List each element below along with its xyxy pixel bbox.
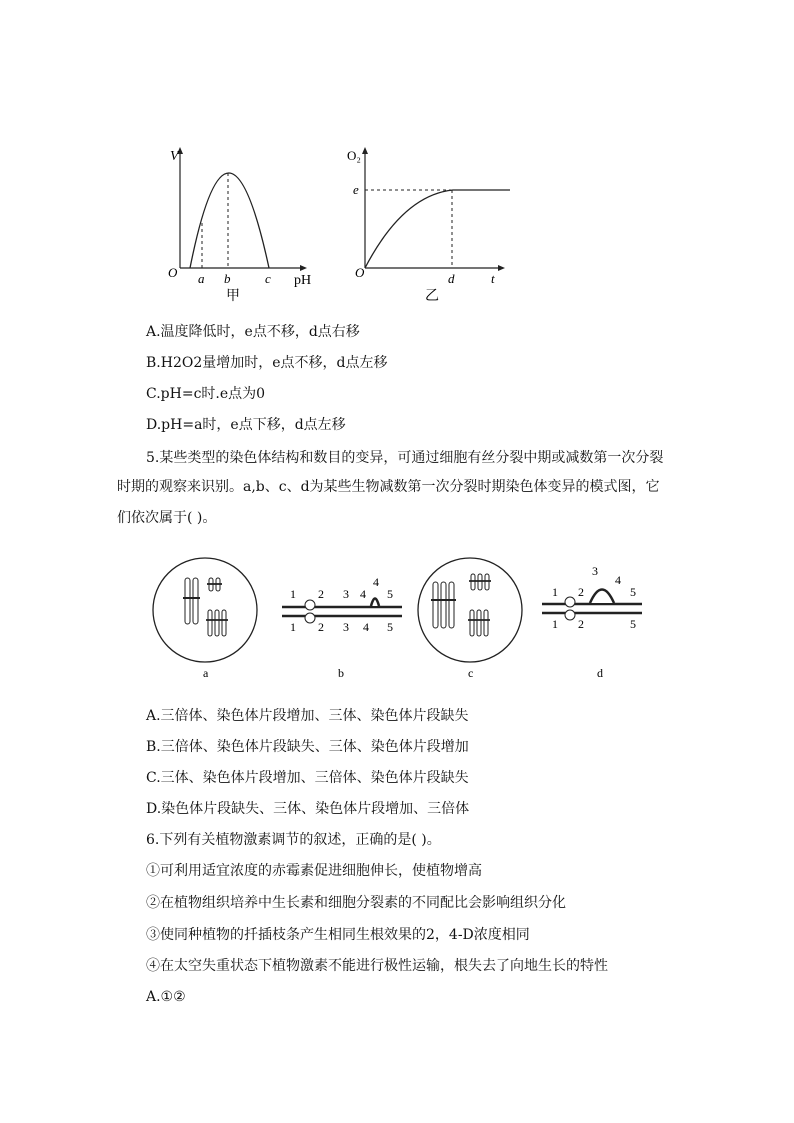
q6-statement-1: ①可利用适宜浓度的赤霉素促进细胞伸长，使植物增高 xyxy=(146,863,482,879)
q6-stem: 6.下列有关植物激素调节的叙述，正确的是( )。 xyxy=(146,832,441,848)
cell-c xyxy=(418,558,522,662)
svg-text:4: 4 xyxy=(363,620,369,634)
y-label: V xyxy=(170,149,179,164)
svg-text:5: 5 xyxy=(630,585,636,599)
chromosome-figure xyxy=(150,548,650,683)
label-d: d xyxy=(597,666,603,680)
svg-text:2: 2 xyxy=(318,620,324,634)
q5-stem-line-1: 5.某些类型的染色体结构和数目的变异，可通过细胞有丝分裂中期或减数第一次分裂 xyxy=(146,450,664,466)
x-label: pH xyxy=(294,273,312,288)
graph-yi xyxy=(345,140,525,310)
t-label: t xyxy=(491,271,495,286)
q5-stem-line-2: 时期的观察来识别。a,b、c、d为某些生物减数第一次分裂时期染色体变异的模式图，它 xyxy=(117,479,660,495)
svg-text:2: 2 xyxy=(578,585,584,599)
saturation-curve xyxy=(365,190,510,268)
q4-option-a: A.温度降低时，e点不移，d点右移 xyxy=(146,324,360,340)
svg-text:2: 2 xyxy=(578,617,584,631)
d-label: d xyxy=(448,271,455,286)
q4-option-d: D.pH=a时，e点下移，d点左移 xyxy=(146,417,346,433)
tick-a: a xyxy=(198,271,205,286)
cell-a xyxy=(153,558,257,662)
graph-jia xyxy=(160,140,330,310)
svg-text:2: 2 xyxy=(318,587,324,601)
q5-stem-line-3: 们依次属于( )。 xyxy=(117,510,217,526)
svg-text:3: 3 xyxy=(343,587,349,601)
svg-text:1: 1 xyxy=(552,585,558,599)
svg-text:5: 5 xyxy=(630,617,636,631)
y-label: O₂ xyxy=(347,148,361,163)
q6-option-a: A.①② xyxy=(146,989,186,1005)
svg-text:5: 5 xyxy=(387,620,393,634)
origin-label: O xyxy=(355,265,365,280)
svg-text:1: 1 xyxy=(552,617,558,631)
q6-statement-3: ③使同种植物的扦插枝条产生相同生根效果的2，4-D浓度相同 xyxy=(146,927,530,943)
svg-text:1: 1 xyxy=(290,620,296,634)
svg-text:5: 5 xyxy=(387,587,393,601)
label-b: b xyxy=(338,666,344,680)
q5-option-c: C.三体、染色体片段增加、三倍体、染色体片段缺失 xyxy=(146,770,469,786)
q6-statement-4: ④在太空失重状态下植物激素不能进行极性运输，根失去了向地生长的特性 xyxy=(146,958,608,974)
svg-text:3: 3 xyxy=(592,564,598,578)
caption: 甲 xyxy=(226,289,240,304)
q5-option-d: D.染色体片段缺失、三体、染色体片段增加、三倍体 xyxy=(146,801,470,817)
q5-option-b: B.三倍体、染色体片段缺失、三体、染色体片段增加 xyxy=(146,739,469,755)
tick-c: c xyxy=(265,271,271,286)
svg-text:4: 4 xyxy=(615,573,621,587)
svg-text:4: 4 xyxy=(373,575,379,589)
e-label: e xyxy=(353,182,359,197)
caption: 乙 xyxy=(425,289,439,304)
origin-label: O xyxy=(168,265,178,280)
svg-text:4: 4 xyxy=(360,587,366,601)
q6-statement-2: ②在植物组织培养中生长素和细胞分裂素的不同配比会影响组织分化 xyxy=(146,895,566,911)
diagram-b xyxy=(282,575,402,634)
diagram-d xyxy=(542,564,642,631)
q4-option-b: B.H2O2量增加时，e点不移，d点左移 xyxy=(146,355,388,371)
svg-text:3: 3 xyxy=(343,620,349,634)
q5-option-a: A.三倍体、染色体片段增加、三体、染色体片段缺失 xyxy=(146,708,469,724)
label-a: a xyxy=(203,666,209,680)
label-c: c xyxy=(468,666,474,680)
svg-text:1: 1 xyxy=(290,587,296,601)
tick-b: b xyxy=(224,271,231,286)
q4-option-c: C.pH=c时.e点为0 xyxy=(146,386,266,402)
